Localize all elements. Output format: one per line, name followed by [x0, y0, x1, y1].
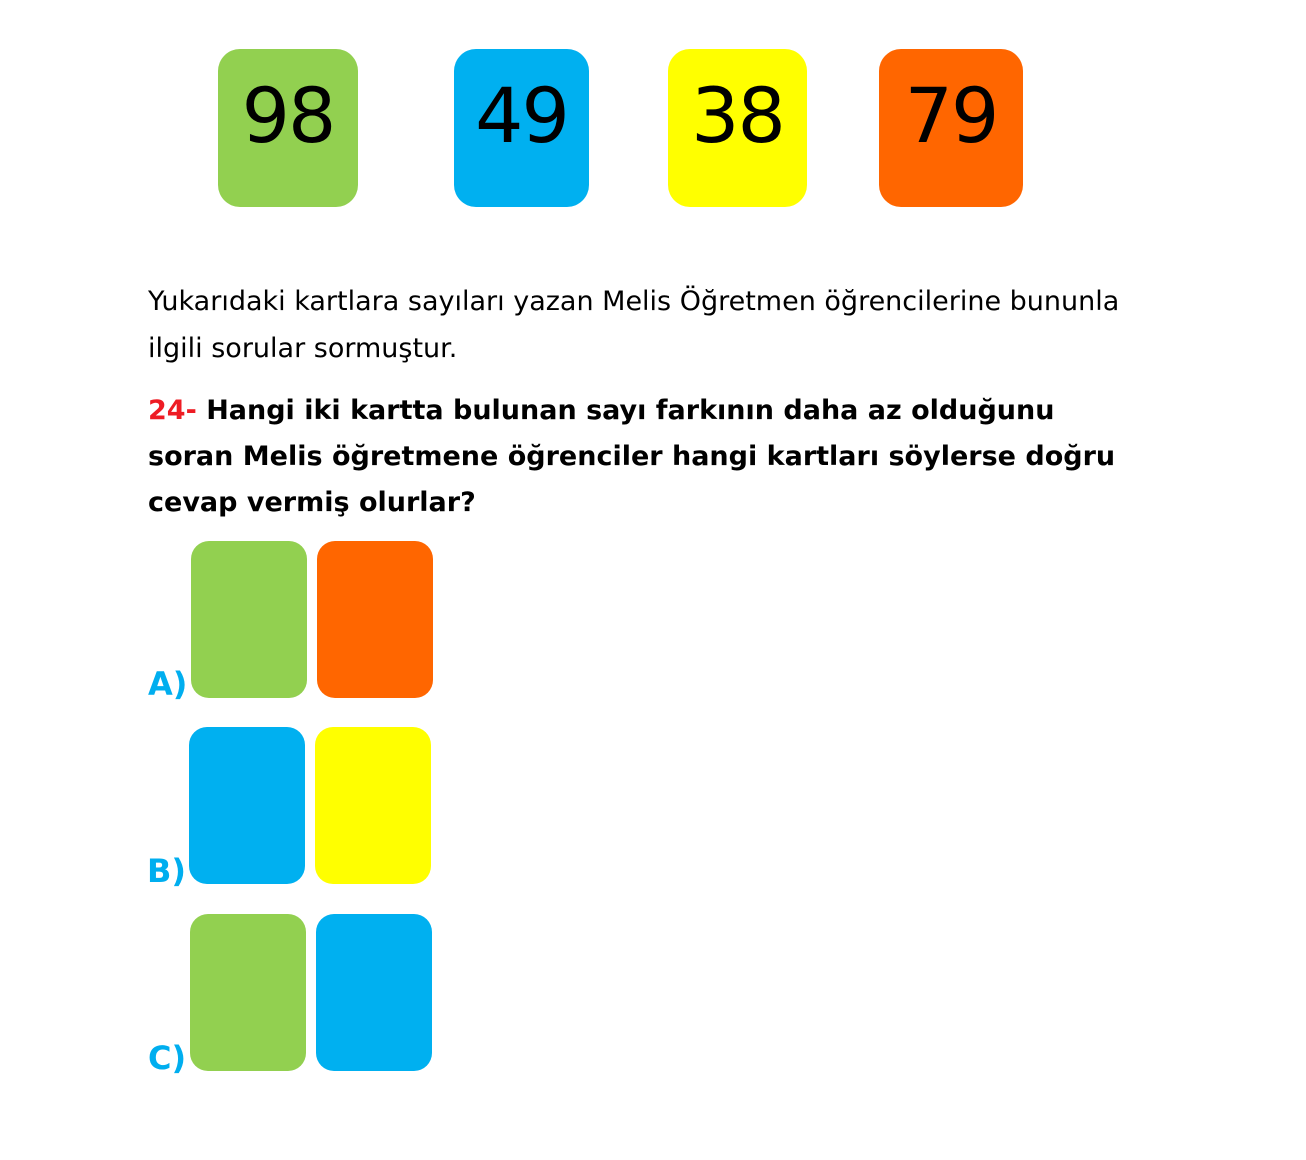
option-c-letter[interactable]: C): [148, 1039, 187, 1077]
card-1-value: 98: [241, 70, 335, 160]
option-b-card-1[interactable]: [189, 727, 305, 884]
number-card-1: [218, 49, 358, 207]
option-a-card-2[interactable]: [317, 541, 433, 698]
option-c-card-2[interactable]: [316, 914, 432, 1071]
option-a-letter[interactable]: A): [148, 665, 188, 703]
question-number: 24-: [148, 395, 197, 426]
question: [148, 388, 1148, 526]
number-card-3: [668, 49, 807, 207]
option-b-letter[interactable]: B): [147, 852, 187, 890]
option-c-card-1[interactable]: [190, 914, 306, 1071]
number-card-4: [879, 49, 1023, 207]
option-b-card-2[interactable]: [315, 727, 431, 884]
card-4-value: 79: [904, 70, 998, 160]
intro-text: Yukarıdaki kartlara sayıları yazan Melis Öğretmen öğrencilerine bununla ilgili sorular sormuştur.: [148, 286, 1120, 364]
card-3-value: 38: [691, 70, 784, 160]
option-a-card-1[interactable]: [191, 541, 307, 698]
number-card-2: [454, 49, 589, 207]
card-2-value: 49: [475, 70, 568, 160]
question-text: Hangi iki kartta bulunan sayı farkının daha az olduğunu soran Melis öğretmene öğrenciler hangi kartları söylerse doğru cevap vermiş olurlar?: [148, 395, 1116, 518]
